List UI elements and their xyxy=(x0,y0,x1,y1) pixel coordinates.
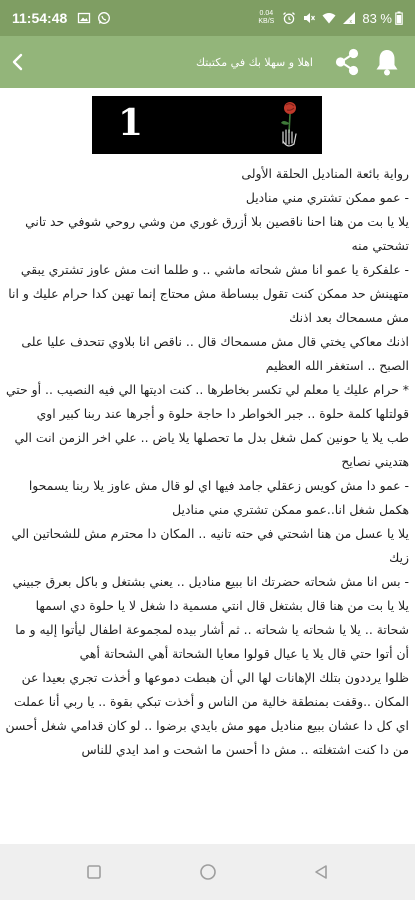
story-content[interactable] xyxy=(0,88,415,844)
image-icon xyxy=(77,11,91,25)
back-icon xyxy=(313,864,329,880)
network-speed-value: 0.04 xyxy=(259,10,274,17)
story-paragraph: يلا يا بت من هنا احنا ناقصين بلا أزرق غوري من وشي روحي شوفي حد تاني تشحتي منه xyxy=(25,214,409,253)
app-bar xyxy=(0,36,415,88)
share-icon xyxy=(332,47,362,77)
mute-icon xyxy=(302,11,316,25)
home-icon xyxy=(199,863,217,881)
story-paragraph: ظلوا يرددون بتلك الإهانات لها الي أن هبطت دموعها و أخذت تجري بعيدا عن المكان ..وقفت بمنطقة خالية من الناس و أخذت تبكي بقوة .. يا ربي أنا عملت اي كل دا عشان ببيع مناديل مهو مش بايدي برضوا .. لو كان قدامي شغل أحسن من دا كنت اشتغلته .. مش دا أحسن ما اشحت و امد ايدي للناس xyxy=(5,670,409,757)
system-back-button[interactable] xyxy=(301,852,341,892)
status-right xyxy=(256,10,403,26)
story-paragraph: - علفكرة يا عمو انا مش شحاته ماشي .. و طلما انت مش عاوز تشتري يبقي متهينش حد ممكن كنت تقول ببساطة مش محتاج إنما تهين كدا حرام عليك و انا مش مسمحاك بعد اذنك xyxy=(8,262,409,325)
story-text xyxy=(4,162,409,762)
story-paragraph: * حرام عليك يا معلم لي تكسر بخاطرها .. كنت اديتها الي فيه النصيب .. أو حتي قولتلها كلمة حلوة .. جبر الخواطر دا حاجة حلوة و أجرها عند ربنا كبير اوي xyxy=(5,382,409,421)
battery-icon xyxy=(395,11,403,25)
share-button[interactable] xyxy=(327,36,367,88)
back-button[interactable] xyxy=(4,36,30,88)
alarm-icon xyxy=(282,11,296,25)
hand-rose-icon xyxy=(272,99,306,151)
story-paragraph: يلا يا بت من هنا قال بشتغل قال انتي مسمية دا شغل لا يا حلوة دي اسمها شحاتة .. يلا يا شحاته يا شحاته .. ثم أشار بيده لمجموعة اطفال ليأتوا إليه و ما أن أتوا حتي قال يلا يا عيال قولوا معايا الشحاتة أهي الشحاتة أهي xyxy=(15,598,409,661)
story-paragraph: رواية بائعة المناديل الحلقة الأولى xyxy=(241,166,409,181)
battery-indicator xyxy=(362,11,403,26)
status-time: 11:54:48 xyxy=(12,10,68,26)
network-speed-unit: KB/S xyxy=(258,18,275,25)
story-paragraph: يلا يا عسل من هنا اشحتي في حته تانيه .. المكان دا محترم مش للشحاتين الي زيك xyxy=(11,526,409,565)
story-paragraph: - بس انا مش شحاته حضرتك انا ببيع مناديل .. يعني بشتغل و باكل بعرق جبيني xyxy=(12,574,409,589)
recent-apps-icon xyxy=(86,864,102,880)
status-bar xyxy=(0,0,415,36)
story-paragraph: - عمو ممكن تشتري مني مناديل xyxy=(245,190,409,205)
battery-percent: 83 % xyxy=(362,10,392,26)
bell-icon xyxy=(375,48,399,76)
story-paragraph: طب يلا يا حونين كمل شغل بدل ما تحصلها يلا ياض .. علي اخر الزمن انت الي هتديني نصايح xyxy=(14,430,409,469)
notifications-button[interactable] xyxy=(367,36,407,88)
recent-apps-button[interactable] xyxy=(74,852,114,892)
banner-logo-text: 1 xyxy=(118,102,144,144)
story-paragraph: اذنك معاكي يختي قال مش مسمحاك قال .. ناقص انا بلاوي تتحدف عليا على الصبح .. استغفر الله العظيم xyxy=(21,334,409,373)
story-banner xyxy=(92,96,322,154)
back-arrow-icon xyxy=(10,53,24,71)
signal-icon xyxy=(342,11,356,25)
network-speed xyxy=(256,10,276,26)
home-button[interactable] xyxy=(188,852,228,892)
system-nav-bar xyxy=(0,844,415,900)
status-left xyxy=(12,10,111,26)
story-paragraph: - عمو دا مش كويس زعقلي جامد فيها اي لو قال مش عاوز يلا ربنا يسمحوا هكمل شغل انا..عمو ممكن تشتري مني مناديل xyxy=(28,478,409,517)
app-title: اهلا و سهلا بك في مكتبتك xyxy=(195,55,313,69)
wifi-icon xyxy=(322,11,336,25)
signal-label: x xyxy=(349,19,353,25)
whatsapp-icon xyxy=(97,11,111,25)
